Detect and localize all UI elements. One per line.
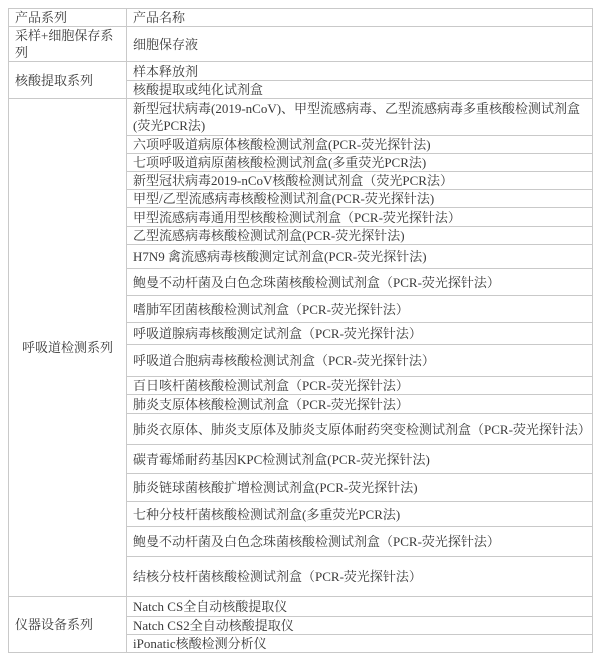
product-cell: 样本释放剂 [127, 62, 593, 81]
series-cell: 仪器设备系列 [9, 597, 127, 653]
header-product-name: 产品名称 [127, 9, 593, 27]
header-series: 产品系列 [9, 9, 127, 27]
product-cell: 肺炎衣原体、肺炎支原体及肺炎支原体耐药突变检测试剂盒（PCR-荧光探针法） [127, 414, 593, 445]
product-cell: 嗜肺军团菌核酸检测试剂盒（PCR-荧光探针法） [127, 296, 593, 323]
product-cell: Natch CS2全自动核酸提取仪 [127, 617, 593, 635]
product-cell: 新型冠状病毒(2019-nCoV)、甲型流感病毒、乙型流感病毒多重核酸检测试剂盒(荧光PCR法) [127, 99, 593, 136]
product-cell: iPonatic核酸检测分析仪 [127, 635, 593, 653]
product-cell: 百日咳杆菌核酸检测试剂盒（PCR-荧光探针法） [127, 377, 593, 395]
product-cell: Natch CS全自动核酸提取仪 [127, 597, 593, 617]
product-cell: 肺炎链球菌核酸扩增检测试剂盒(PCR-荧光探针法) [127, 474, 593, 502]
product-cell: 甲型/乙型流感病毒核酸检测试剂盒(PCR-荧光探针法) [127, 190, 593, 208]
product-cell: 呼吸道腺病毒核酸测定试剂盒（PCR-荧光探针法） [127, 323, 593, 345]
table-row [9, 597, 593, 617]
product-cell: 肺炎支原体核酸检测试剂盒（PCR-荧光探针法） [127, 395, 593, 414]
series-cell: 采样+细胞保存系列 [9, 27, 127, 62]
product-cell: 新型冠状病毒2019-nCoV核酸检测试剂盒（荧光PCR法） [127, 172, 593, 190]
product-cell: 乙型流感病毒核酸检测试剂盒(PCR-荧光探针法) [127, 227, 593, 245]
product-table-body [9, 27, 593, 653]
series-cell: 呼吸道检测系列 [9, 99, 127, 597]
product-cell: 结核分枝杆菌核酸检测试剂盒（PCR-荧光探针法） [127, 557, 593, 597]
table-row [9, 62, 593, 81]
series-cell: 核酸提取系列 [9, 62, 127, 99]
table-header-row [9, 9, 593, 27]
product-cell: H7N9 禽流感病毒核酸测定试剂盒(PCR-荧光探针法) [127, 245, 593, 269]
product-cell: 核酸提取或纯化试剂盒 [127, 81, 593, 99]
table-row [9, 27, 593, 62]
product-cell: 呼吸道合胞病毒核酸检测试剂盒（PCR-荧光探针法） [127, 345, 593, 377]
product-table [8, 8, 593, 653]
product-cell: 甲型流感病毒通用型核酸检测试剂盒（PCR-荧光探针法） [127, 208, 593, 227]
product-cell: 七种分枝杆菌核酸检测试剂盒(多重荧光PCR法) [127, 502, 593, 527]
product-cell: 碳青霉烯耐药基因KPC检测试剂盒(PCR-荧光探针法) [127, 445, 593, 474]
table-row [9, 99, 593, 136]
product-cell: 细胞保存液 [127, 27, 593, 62]
product-cell: 鲍曼不动杆菌及白色念珠菌核酸检测试剂盒（PCR-荧光探针法） [127, 527, 593, 557]
product-cell: 六项呼吸道病原体核酸检测试剂盒(PCR-荧光探针法) [127, 136, 593, 154]
product-cell: 七项呼吸道病原菌核酸检测试剂盒(多重荧光PCR法) [127, 154, 593, 172]
product-cell: 鲍曼不动杆菌及白色念珠菌核酸检测试剂盒（PCR-荧光探针法） [127, 269, 593, 296]
